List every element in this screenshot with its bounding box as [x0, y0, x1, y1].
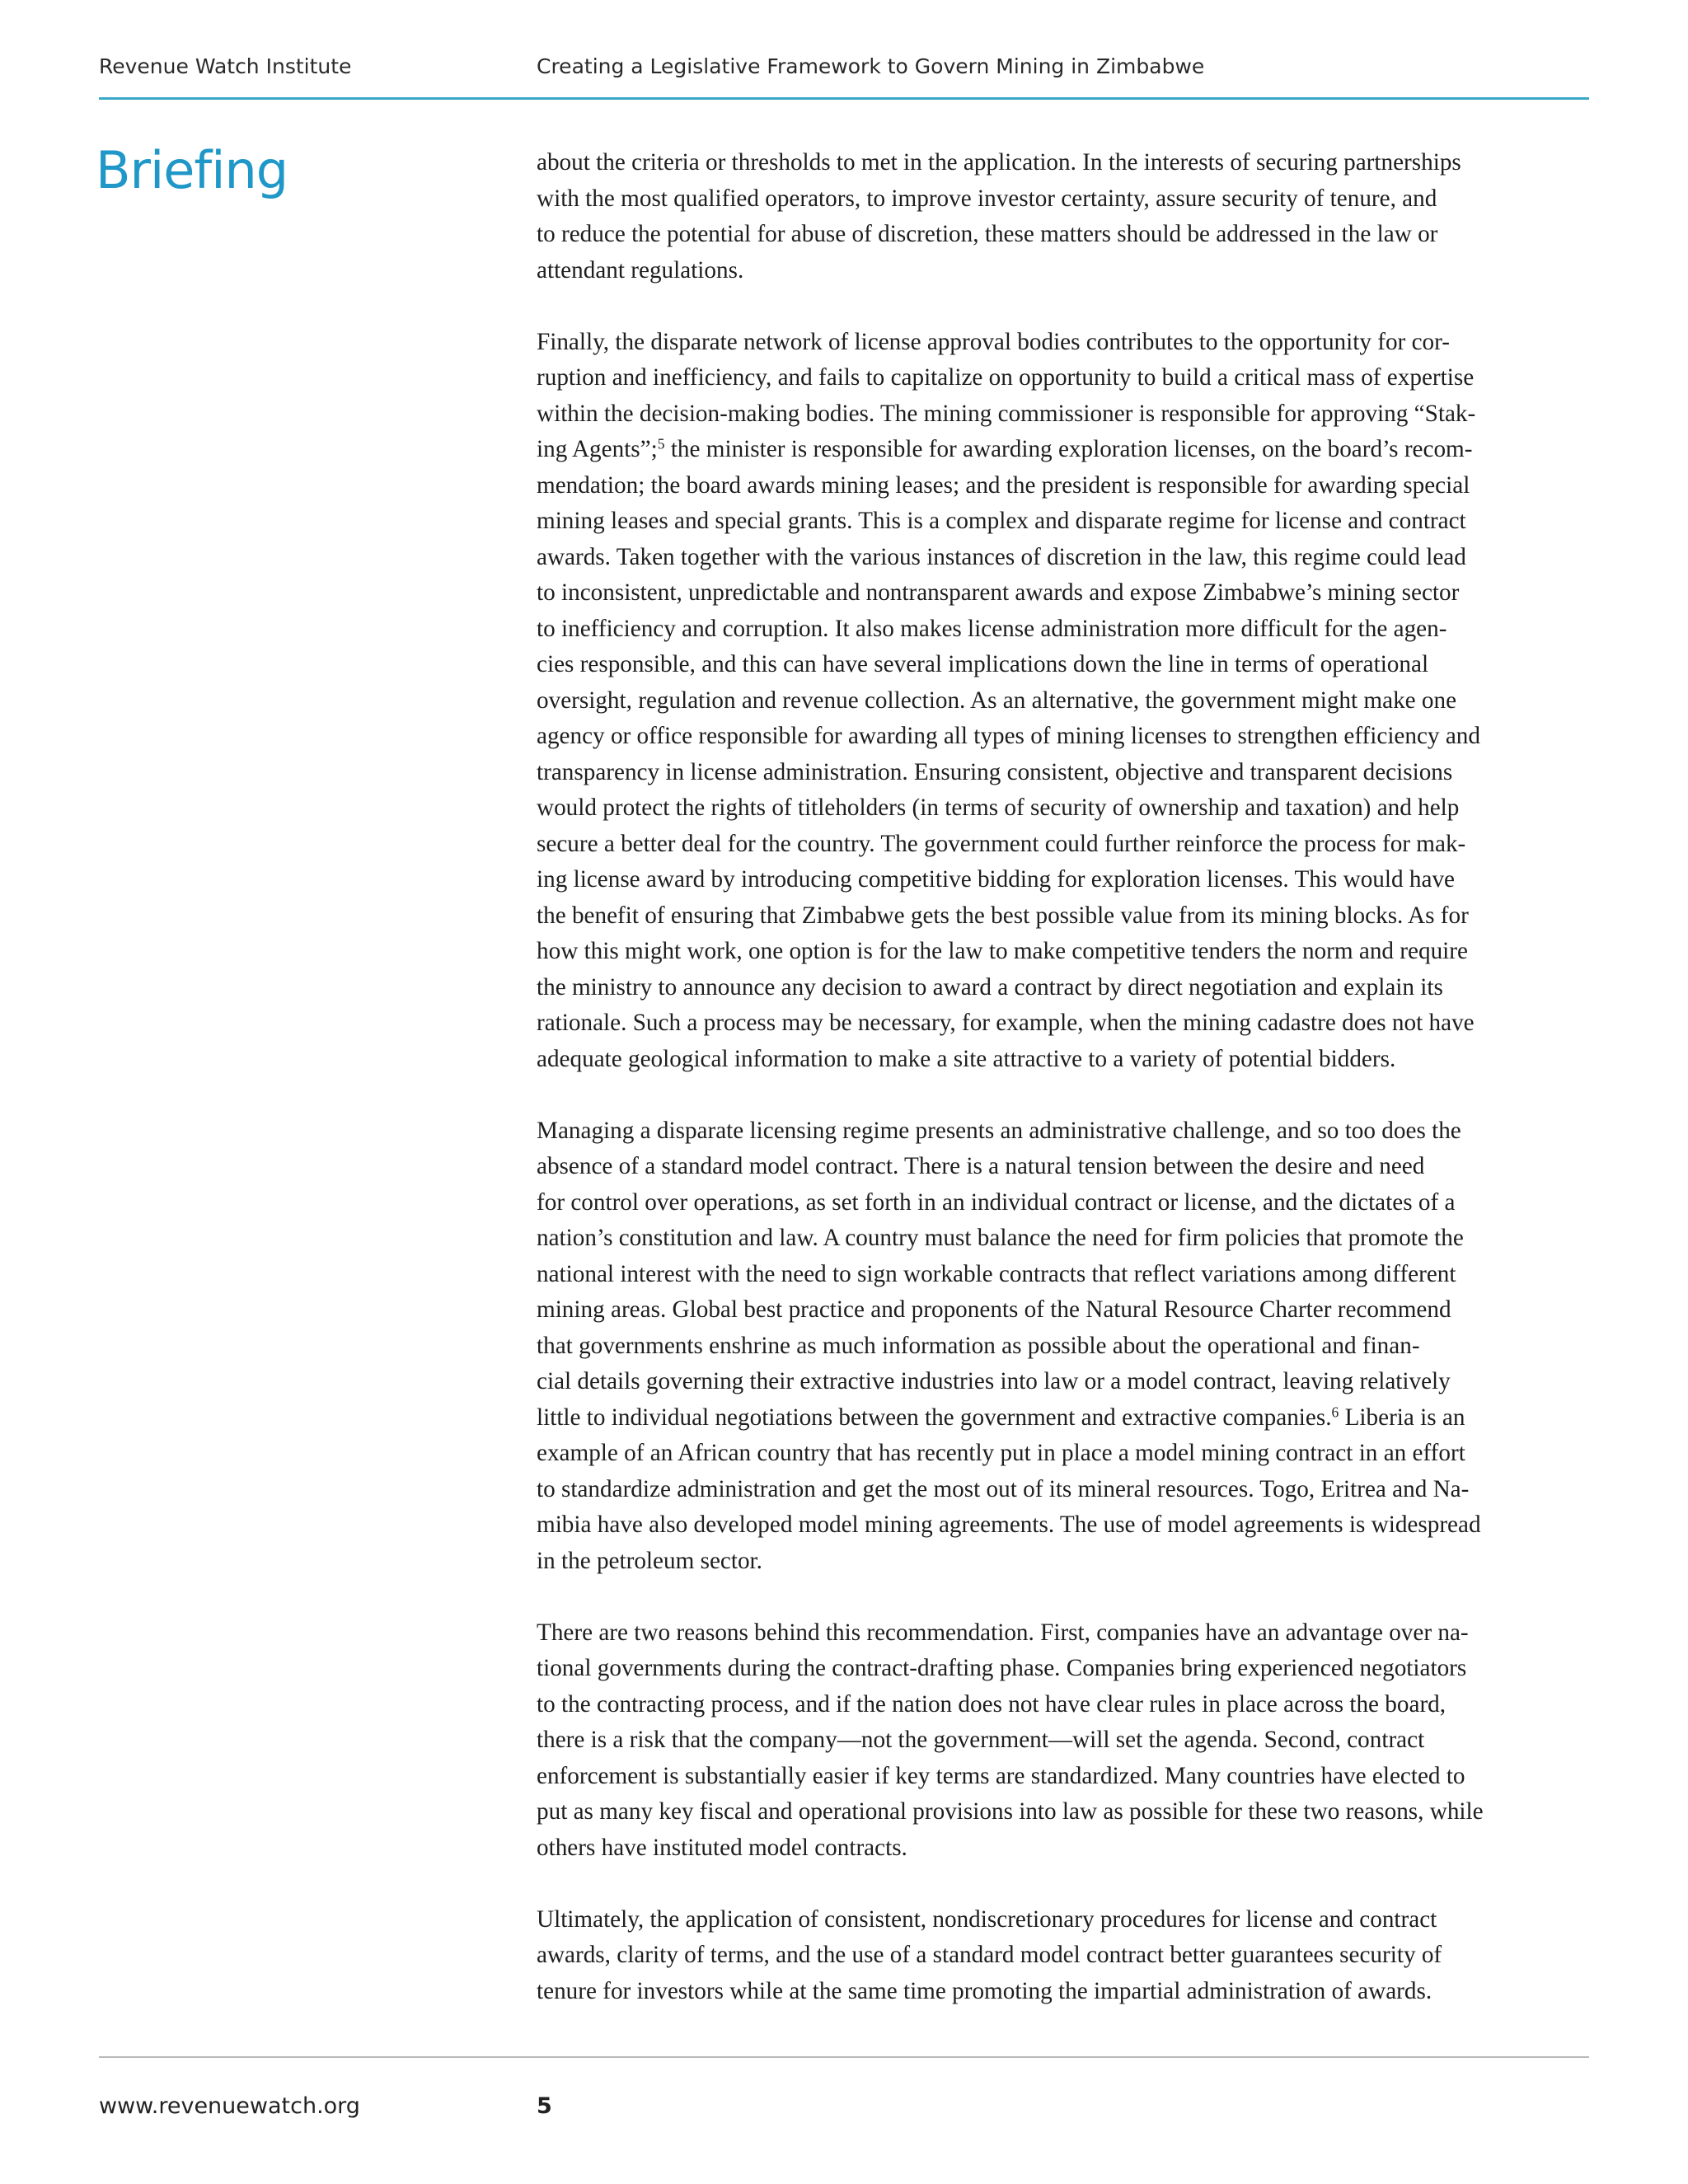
text-line: others have instituted model contracts. [537, 1834, 907, 1861]
text-line: would protect the rights of titleholders (in terms of security of ownership and taxation) and help [537, 794, 1460, 821]
text-line: Managing a disparate licensing regime presents an administrative challenge, and so too does the [537, 1117, 1461, 1144]
text-line: rationale. Such a process may be necessary, for example, when the mining cadastre does not have [537, 1010, 1475, 1036]
paragraph-2 [537, 325, 1590, 1078]
text-line: put as many key fiscal and operational provisions into law as possible for these two reasons, while [537, 1798, 1484, 1825]
text-line: nation’s constitution and law. A country must balance the need for firm policies that promote the [537, 1225, 1464, 1251]
text-line: Ultimately, the application of consistent, nondiscretionary procedures for license and contract [537, 1905, 1437, 1933]
text-line: Finally, the disparate network of license approval bodies contributes to the opportunity for cor- [537, 328, 1450, 355]
text-line: how this might work, one option is for the law to make competitive tenders the norm and require [537, 938, 1468, 964]
text-line: mining leases and special grants. This is a complex and disparate regime for license and contract [537, 508, 1466, 534]
footer-website-link[interactable]: www.revenuewatch.org [99, 2093, 360, 2119]
text-line: national interest with the need to sign workable contracts that reflect variations among different [537, 1260, 1456, 1287]
text-line: transparency in license administration. Ensuring consistent, objective and transparent decisions [537, 758, 1453, 785]
text-line: tional governments during the contract-drafting phase. Companies bring experienced negotiators [537, 1655, 1467, 1681]
text-line: the ministry to announce any decision to award a contract by direct negotiation and explain its [537, 973, 1443, 1001]
header-organization: Revenue Watch Institute [99, 54, 352, 78]
text-line: absence of a standard model contract. There is a natural tension between the desire and need [537, 1153, 1425, 1179]
footer-divider [99, 2056, 1589, 2058]
paragraph-5 [537, 1902, 1590, 2010]
text-line: the benefit of ensuring that Zimbabwe gets the best possible value from its mining blocks. As for [537, 902, 1469, 929]
text-line: agency or office responsible for awarding all types of mining licenses to strengthen efficiency and [537, 723, 1480, 749]
page-number: 5 [537, 2093, 552, 2119]
text-line: there is a risk that the company—not the government—will set the agenda. Second, contract [537, 1727, 1425, 1753]
text-line: ing license award by introducing competitive bidding for exploration licenses. This would have [537, 866, 1455, 893]
text-line: secure a better deal for the country. The government could further reinforce the process for mak- [537, 830, 1466, 857]
text-line: mining areas. Global best practice and proponents of the Natural Resource Charter recommend [537, 1296, 1451, 1323]
text-line: ruption and inefficiency, and fails to capitalize on opportunity to build a critical mass of expertise [537, 364, 1475, 391]
text-line: oversight, regulation and revenue collection. As an alternative, the government might make one [537, 687, 1457, 714]
page-header [99, 54, 1587, 99]
text-line: tenure for investors while at the same time promoting the impartial administration of awards. [537, 1977, 1432, 2004]
text-line: with the most qualified operators, to improve investor certainty, assure security of tenure, and [537, 185, 1437, 212]
text-line: mibia have also developed model mining agreements. The use of model agreements is widespread [537, 1511, 1481, 1538]
text-line: to the contracting process, and if the nation does not have clear rules in place across the board, [537, 1690, 1447, 1718]
text-line: awards. Taken together with the various instances of discretion in the law, this regime could lead [537, 543, 1466, 570]
text-line: mendation; the board awards mining leases; and the president is responsible for awarding special [537, 471, 1470, 499]
text-line: awards, clarity of terms, and the use of a standard model contract better guarantees security of [537, 1942, 1442, 1968]
text-line: to inefficiency and corruption. It also makes license administration more difficult for the agen- [537, 615, 1447, 642]
text-line: adequate geological information to make a site attractive to a variety of potential bidders. [537, 1045, 1396, 1072]
paragraph-3 [537, 1113, 1590, 1580]
text-line: that governments enshrine as much information as possible about the operational and finan- [537, 1332, 1420, 1359]
footnote-ref-6[interactable]: 6 [1331, 1403, 1339, 1420]
text-line: attendant regulations. [537, 256, 744, 284]
body-text [537, 145, 1590, 2046]
header-divider [99, 97, 1589, 100]
text-run: little to individual negotiations between the government and extractive companies. [537, 1404, 1332, 1431]
text-run: Liberia is an [1339, 1404, 1465, 1431]
text-line [537, 1400, 1590, 1436]
footnote-ref-5[interactable]: 5 [657, 435, 665, 452]
text-line: to reduce the potential for abuse of discretion, these matters should be addressed in the law or [537, 221, 1438, 247]
text-line: for control over operations, as set forth in an individual contract or license, and the dictates of a [537, 1188, 1456, 1216]
text-line: enforcement is substantially easier if key terms are standardized. Many countries have elected to [537, 1762, 1465, 1789]
header-document-title: Creating a Legislative Framework to Govern Mining in Zimbabwe [537, 54, 1205, 78]
text-line: within the decision-making bodies. The mining commissioner is responsible for approving “Stak- [537, 400, 1476, 427]
text-line: cial details governing their extractive industries into law or a model contract, leaving relatively [537, 1368, 1451, 1394]
text-line: example of an African country that has recently put in place a model mining contract in an effort [537, 1440, 1465, 1466]
text-line: There are two reasons behind this recommendation. First, companies have an advantage over na- [537, 1619, 1469, 1646]
text-line: in the petroleum sector. [537, 1547, 762, 1574]
text-run: the minister is responsible for awarding exploration licenses, on the board’s recom- [664, 436, 1473, 462]
text-run: ing Agents”; [537, 436, 658, 462]
text-line: to standardize administration and get the most out of its mineral resources. Togo, Eritrea and Na- [537, 1475, 1470, 1502]
section-label-briefing: Briefing [96, 140, 288, 200]
paragraph-1 [537, 145, 1590, 288]
text-line: about the criteria or thresholds to met in the application. In the interests of securing partnerships [537, 149, 1461, 176]
text-line: cies responsible, and this can have several implications down the line in terms of operational [537, 651, 1429, 677]
text-line [537, 432, 1590, 468]
paragraph-4 [537, 1615, 1590, 1867]
text-line: to inconsistent, unpredictable and nontransparent awards and expose Zimbabwe’s mining sector [537, 579, 1460, 606]
